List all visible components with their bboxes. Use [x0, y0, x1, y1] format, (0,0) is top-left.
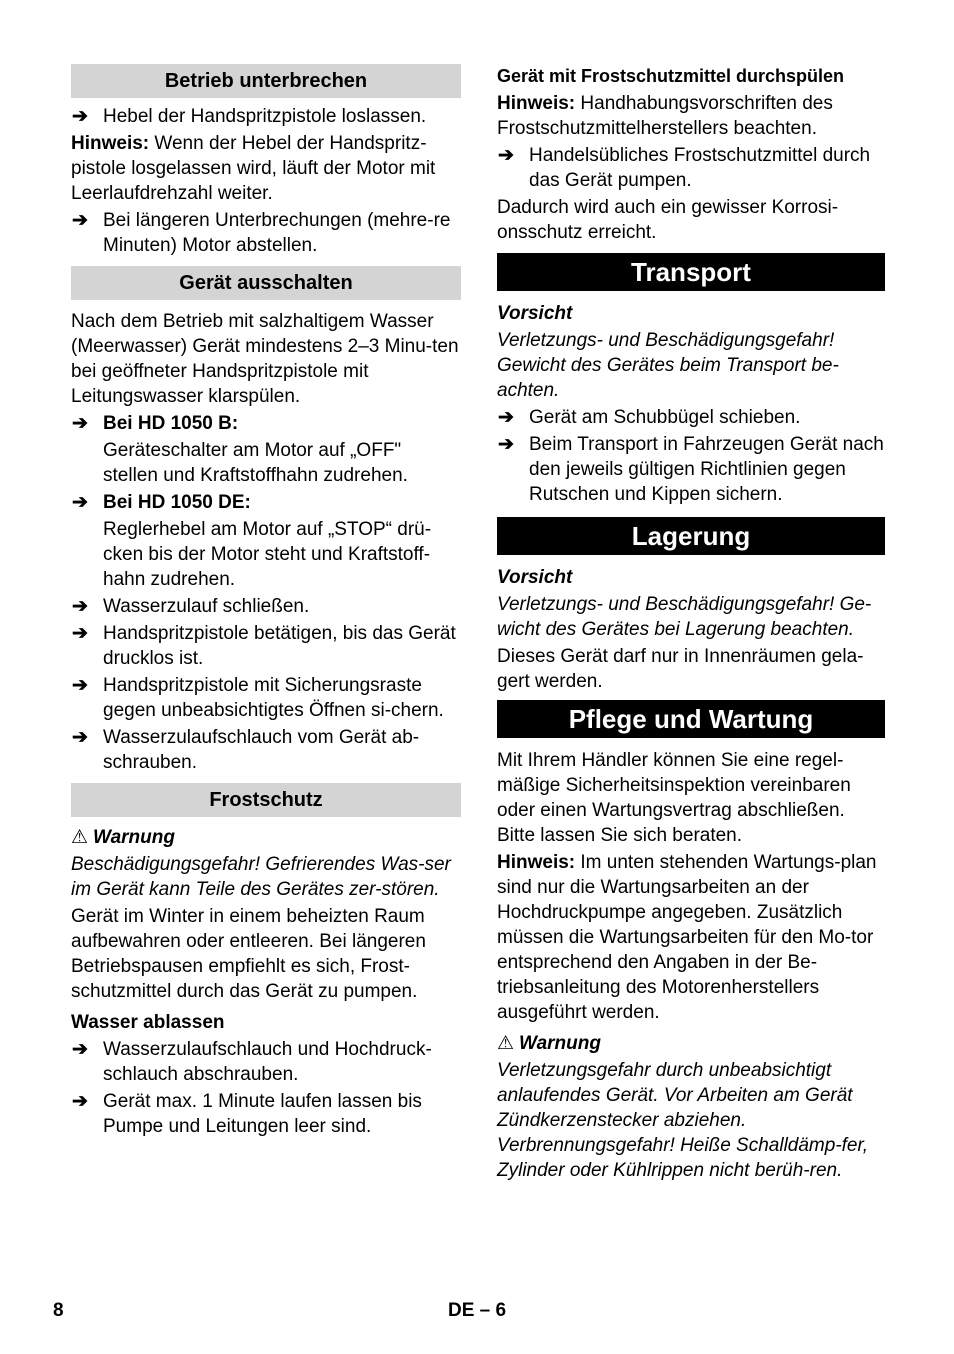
arrow-right-icon: ➔: [498, 145, 514, 166]
section-heading-geraet-ausschalten: Gerät ausschalten: [71, 266, 461, 300]
page-number: 8: [53, 1300, 64, 1321]
caution-heading: Vorsicht: [497, 303, 573, 324]
warning-triangle-icon: ⚠: [497, 1033, 515, 1054]
arrow-right-icon: ➔: [72, 210, 88, 231]
list-item: ➔ Wasserzulaufschlauch und Hochdruck-schlauch abschrauben.: [72, 1039, 432, 1085]
paragraph: Dieses Gerät darf nur in Innenräumen gela-gert werden.: [497, 646, 864, 692]
paragraph: Mit Ihrem Händler können Sie eine regel-mäßige Sicherheitsinspektion vereinbaren oder einen Wartungsvertrag abschließen. Bitte lassen Sie sich beraten.: [497, 750, 851, 846]
arrow-right-icon: ➔: [72, 596, 88, 617]
warning-heading: ⚠ Warnung: [71, 827, 175, 848]
list-item: ➔ Handelsübliches Frostschutzmittel durch das Gerät pumpen.: [498, 145, 871, 191]
section-heading-transport: Transport: [497, 253, 885, 291]
list-item: ➔ Gerät max. 1 Minute laufen lassen bis Pumpe und Leitungen leer sind.: [72, 1091, 422, 1137]
list-item: ➔ Handspritzpistole betätigen, bis das Gerät drucklos ist.: [72, 623, 456, 669]
right-column: [497, 64, 885, 1185]
arrow-right-icon: ➔: [72, 1039, 88, 1060]
left-column: [71, 64, 461, 1141]
section-heading-pflege-und-wartung: Pflege und Wartung: [497, 700, 885, 738]
arrow-right-icon: ➔: [72, 727, 88, 748]
list-item: ➔ Wasserzulauf schließen.: [72, 596, 310, 617]
warning-text: Verletzungsgefahr durch unbeabsichtigt anlaufendes Gerät. Vor Arbeiten am Gerät Zündkerzenstecker abziehen. Verbrennungsgefahr! Heiße Schalldämp-fer, Zylinder oder Kühlrippen nicht berüh-ren.: [497, 1060, 869, 1181]
subheading-frostschutz-durchspuelen: Gerät mit Frostschutzmittel durchspülen: [497, 66, 845, 86]
note-paragraph: Hinweis: Im unten stehenden Wartungs-plan sind nur die Wartungsarbeiten an der Hochdruckpumpe angegeben. Zusätzlich müssen die Wartungsarbeiten für den Mo-tor entsprechend den Angaben in der Be-triebsanleitung des Motorenherstellers ausgeführt werden.: [497, 852, 877, 1023]
note-paragraph: Hinweis: Handhabungsvorschriften des Frostschutzmittelherstellers beachten.: [497, 93, 833, 139]
list-item-detail: Reglerhebel am Motor auf „STOP“ drü-cken bis der Motor steht und Kraftstoff-hahn zudrehen.: [103, 519, 432, 590]
list-item: ➔ Beim Transport in Fahrzeugen Gerät nach den jeweils gültigen Richtlinien gegen Rutschen und Kippen sichern.: [498, 434, 884, 505]
page-reference: DE – 6: [448, 1300, 507, 1321]
list-item: ➔ Bei längeren Unterbrechungen (mehre-re Minuten) Motor abstellen.: [72, 210, 451, 256]
list-item: ➔ Wasserzulaufschlauch vom Gerät ab-schrauben.: [72, 727, 420, 773]
arrow-right-icon: ➔: [498, 434, 514, 455]
section-heading-betrieb-unterbrechen: Betrieb unterbrechen: [71, 64, 461, 98]
list-item: ➔ Bei HD 1050 B:: [72, 413, 239, 434]
paragraph: Gerät im Winter in einem beheizten Raum aufbewahren oder entleeren. Bei längeren Betriebspausen empfiehlt es sich, Frost-schutzmittel durch das Gerät zu pumpen.: [71, 906, 426, 1002]
arrow-right-icon: ➔: [72, 623, 88, 644]
list-item: ➔ Gerät am Schubbügel schieben.: [498, 407, 801, 428]
section-heading-lagerung: Lagerung: [497, 517, 885, 555]
arrow-right-icon: ➔: [72, 1091, 88, 1112]
arrow-right-icon: ➔: [72, 413, 88, 434]
paragraph: Nach dem Betrieb mit salzhaltigem Wasser (Meerwasser) Gerät mindestens 2–3 Minu-ten bei geöffneter Handspritzpistole mit Leitungswasser klarspülen.: [71, 311, 459, 407]
list-item: ➔ Hebel der Handspritzpistole loslassen.: [72, 106, 427, 127]
caution-heading: Vorsicht: [497, 567, 573, 588]
list-item: ➔ Handspritzpistole mit Sicherungsraste gegen unbeabsichtigtes Öffnen si-chern.: [72, 675, 444, 721]
list-item: ➔ Bei HD 1050 DE:: [72, 492, 251, 513]
arrow-right-icon: ➔: [72, 106, 88, 127]
caution-text: Verletzungs- und Beschädigungsgefahr! Ge-wicht des Gerätes bei Lagerung beachten.: [497, 594, 872, 640]
caution-text: Verletzungs- und Beschädigungsgefahr! Gewicht des Gerätes beim Transport be-achten.: [497, 330, 839, 401]
paragraph: Dadurch wird auch ein gewisser Korrosi-onsschutz erreicht.: [497, 197, 839, 243]
arrow-right-icon: ➔: [72, 492, 88, 513]
arrow-right-icon: ➔: [498, 407, 514, 428]
arrow-right-icon: ➔: [72, 675, 88, 696]
subheading-wasser-ablassen: Wasser ablassen: [71, 1012, 225, 1033]
warning-text: Beschädigungsgefahr! Gefrierendes Was-ser im Gerät kann Teile des Gerätes zer-stören.: [71, 854, 451, 900]
note-paragraph: Hinweis: Wenn der Hebel der Handspritz-pistole losgelassen wird, läuft der Motor mit Leerlaufdrehzahl weiter.: [71, 133, 436, 204]
warning-triangle-icon: ⚠: [71, 827, 89, 848]
warning-heading: ⚠ Warnung: [497, 1033, 601, 1054]
section-heading-frostschutz: Frostschutz: [71, 783, 461, 817]
list-item-detail: Geräteschalter am Motor auf „OFF" stellen und Kraftstoffhahn zudrehen.: [103, 440, 408, 486]
